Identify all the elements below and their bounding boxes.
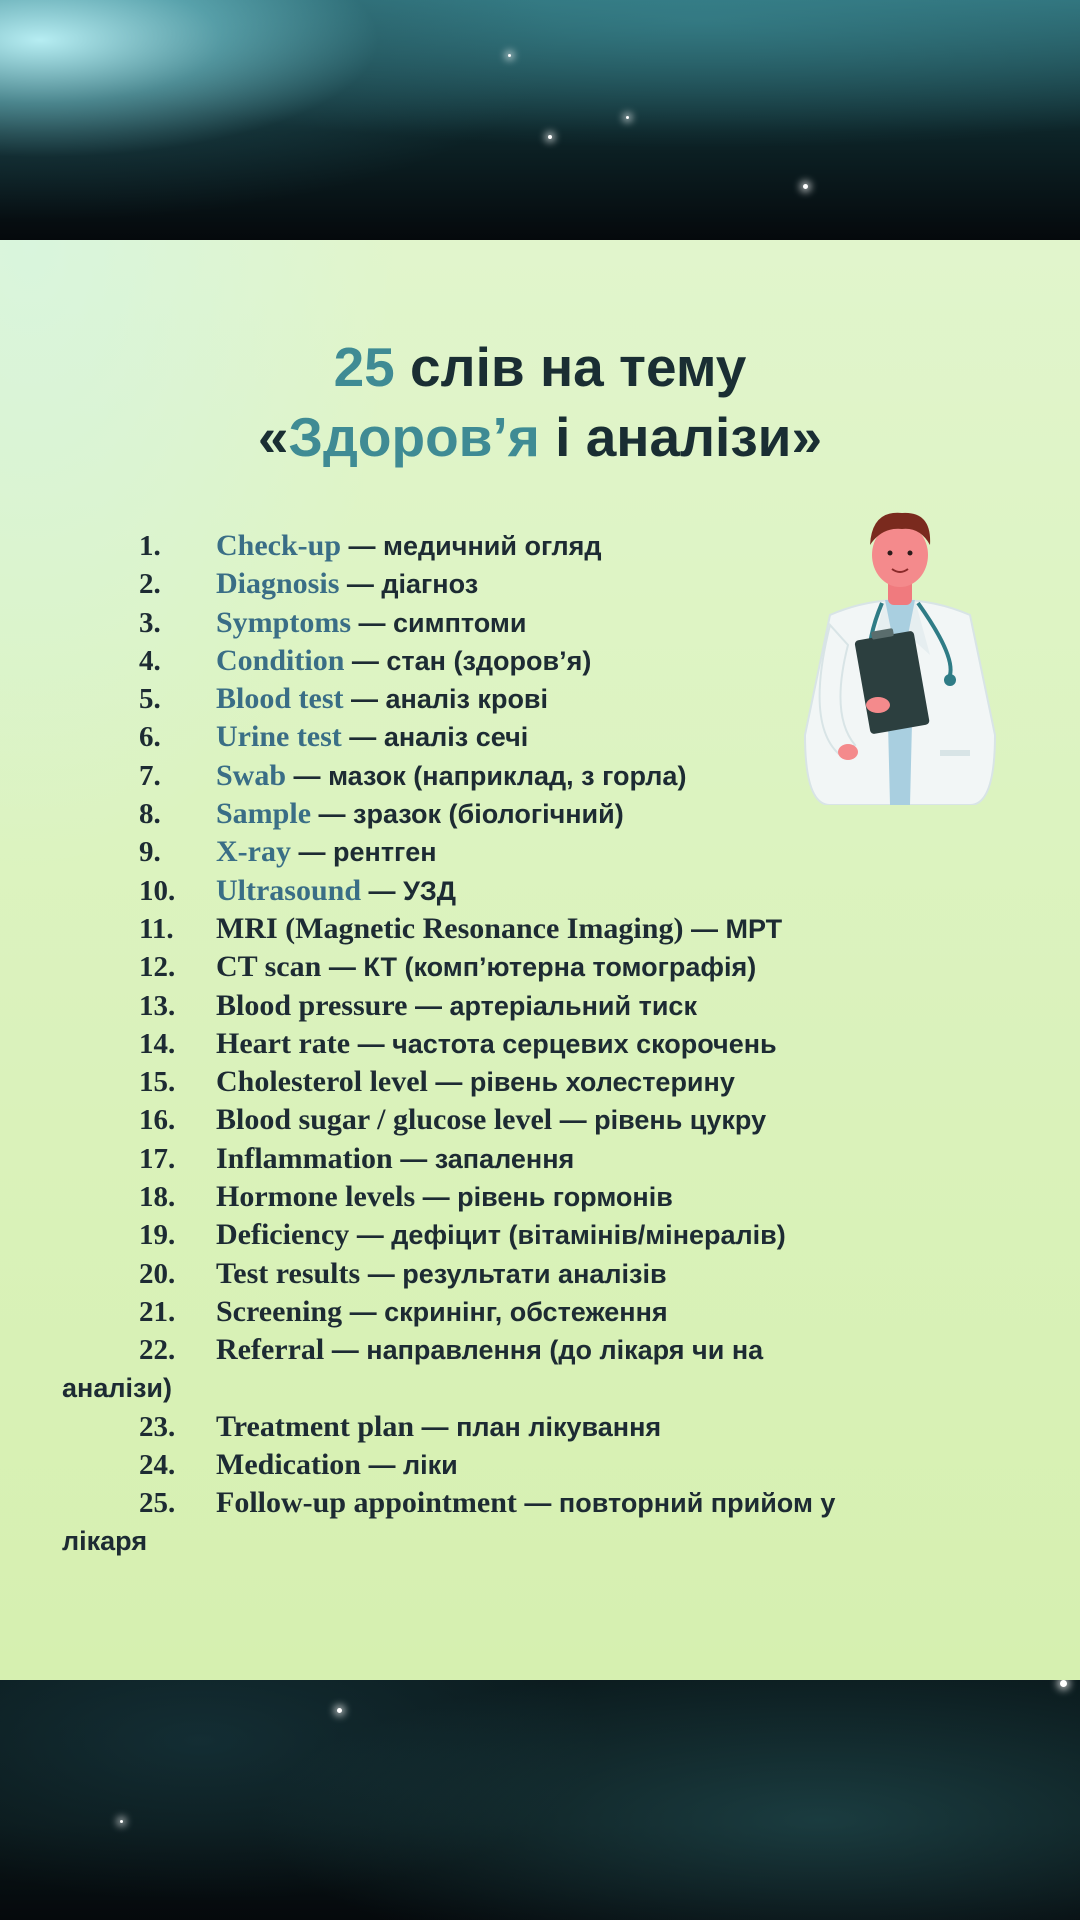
sparkle	[803, 184, 808, 189]
item-term: Condition	[216, 643, 345, 677]
item-dash: —	[321, 952, 364, 983]
sparkle	[120, 1820, 123, 1823]
item-translation: КТ (комп’ютерна томографія)	[363, 952, 757, 983]
item-term: Referral	[216, 1333, 325, 1367]
item-number: 10.	[139, 874, 176, 907]
item-translation: ліки	[403, 1450, 458, 1481]
item-translation: аналіз крові	[385, 684, 549, 715]
item-translation: результати аналізів	[402, 1258, 667, 1289]
item-dash: —	[341, 531, 384, 561]
sparkle	[548, 135, 552, 139]
item-number: 5.	[139, 683, 161, 716]
list-item	[62, 987, 1022, 1025]
item-translation: аналіз сечі	[383, 722, 529, 753]
bottom-background	[0, 1680, 1080, 1920]
item-dash: —	[427, 1067, 470, 1098]
list-item	[62, 1101, 1022, 1139]
item-term: Sample	[216, 797, 312, 831]
item-translation: стан (здоров’я)	[386, 645, 592, 676]
item-term: Treatment plan	[216, 1409, 415, 1443]
item-number: 17.	[139, 1142, 176, 1175]
item-translation: медичний огляд	[383, 531, 602, 561]
title-line2: і аналізи»	[539, 406, 823, 468]
item-dash: —	[683, 913, 726, 944]
item-dash: —	[342, 1296, 385, 1327]
item-dash: —	[324, 1335, 367, 1366]
item-number: 11.	[139, 912, 174, 945]
item-number: 15.	[139, 1066, 176, 1099]
list-item	[62, 1293, 1022, 1331]
item-term: Cholesterol level	[216, 1065, 428, 1099]
item-dash: —	[361, 875, 404, 906]
item-translation: повторний прийом у	[558, 1488, 836, 1519]
list-item	[62, 872, 1022, 910]
title-line1: слів на тему	[394, 336, 747, 398]
item-term: Test results	[216, 1256, 361, 1290]
item-translation: МРТ	[725, 913, 783, 944]
list-item	[62, 795, 1022, 833]
title-open-quote: «	[257, 406, 289, 468]
sparkle	[508, 54, 511, 57]
item-term: Check-up	[216, 529, 342, 562]
item-number: 23.	[139, 1410, 176, 1443]
list-item	[62, 1216, 1022, 1254]
list-item	[62, 757, 1022, 795]
item-translation: артеріальний тиск	[449, 990, 697, 1021]
item-term: Blood test	[216, 682, 344, 716]
item-term: Inflammation	[216, 1141, 393, 1175]
item-translation: рівень цукру	[594, 1105, 767, 1136]
item-term: Follow-up appointment	[216, 1486, 517, 1520]
list-item	[62, 604, 1022, 642]
item-number: 18.	[139, 1181, 176, 1214]
item-number: 22.	[139, 1334, 176, 1367]
vocabulary-card	[0, 240, 1080, 1680]
item-dash: —	[349, 1220, 392, 1251]
item-dash: —	[414, 1411, 457, 1442]
list-item	[62, 642, 1022, 680]
item-term: Heart rate	[216, 1026, 351, 1060]
item-term: Blood pressure	[216, 988, 408, 1022]
item-translation-continued: аналізи)	[62, 1373, 173, 1404]
item-translation: направлення (до лікаря чи на	[366, 1335, 764, 1366]
item-dash: —	[290, 837, 333, 868]
item-translation: план лікування	[456, 1411, 662, 1442]
item-number: 21.	[139, 1295, 176, 1328]
sparkle	[1060, 1680, 1067, 1687]
item-number: 13.	[139, 989, 176, 1022]
item-term: Symptoms	[216, 605, 352, 639]
item-number: 20.	[139, 1257, 176, 1290]
item-term: Diagnosis	[216, 567, 340, 601]
list-item	[62, 910, 1022, 948]
list-item	[62, 680, 1022, 718]
item-term: Ultrasound	[216, 873, 362, 907]
item-number: 16.	[139, 1104, 176, 1137]
item-number: 14.	[139, 1027, 176, 1060]
item-dash: —	[552, 1105, 595, 1136]
item-term: Swab	[216, 758, 287, 792]
list-item	[62, 1408, 1022, 1446]
item-translation: рівень холестерину	[469, 1067, 735, 1098]
item-dash: —	[415, 1182, 458, 1213]
item-term: Blood sugar / glucose level	[216, 1103, 553, 1137]
item-number: 3.	[139, 606, 161, 639]
list-item	[62, 1484, 1022, 1561]
list-item	[62, 1063, 1022, 1101]
item-dash: —	[339, 569, 382, 600]
item-translation: рентген	[333, 837, 437, 868]
item-term: Medication	[216, 1448, 361, 1482]
item-dash: —	[360, 1450, 403, 1481]
vocabulary-list	[62, 527, 1022, 1561]
item-translation: діагноз	[381, 569, 479, 600]
item-translation: УЗД	[403, 875, 457, 906]
list-item	[62, 1178, 1022, 1216]
item-term: Urine test	[216, 720, 342, 754]
list-item	[62, 718, 1022, 756]
item-number: 6.	[139, 721, 161, 754]
item-number: 2.	[139, 568, 161, 601]
item-number: 12.	[139, 951, 176, 984]
item-dash: —	[516, 1488, 559, 1519]
list-item	[62, 948, 1022, 986]
list-item	[62, 565, 1022, 603]
item-translation: частота серцевих скорочень	[392, 1028, 777, 1059]
item-dash: —	[286, 760, 329, 791]
item-number: 8.	[139, 798, 161, 831]
sparkle	[337, 1708, 342, 1713]
item-translation: дефіцит (вітамінів/мінералів)	[391, 1220, 786, 1251]
item-number: 9.	[139, 836, 161, 869]
title-accent: Здоров’я	[288, 406, 540, 468]
sparkle	[626, 116, 629, 119]
item-translation: скринінг, обстеження	[384, 1296, 668, 1327]
item-dash: —	[341, 722, 384, 753]
item-term: Hormone levels	[216, 1180, 416, 1214]
list-item	[62, 1255, 1022, 1293]
item-number: 24.	[139, 1449, 176, 1482]
item-number: 7.	[139, 759, 161, 792]
item-number: 25.	[139, 1487, 176, 1520]
item-term: X-ray	[216, 835, 291, 869]
item-term: MRI (Magnetic Resonance Imaging)	[216, 911, 684, 945]
page-title	[0, 332, 1080, 472]
item-dash: —	[344, 645, 387, 676]
top-background	[0, 0, 1080, 240]
item-term: Deficiency	[216, 1218, 350, 1252]
item-number: 4.	[139, 644, 161, 677]
item-translation: симптоми	[393, 607, 527, 638]
list-item	[62, 1025, 1022, 1063]
list-item	[62, 527, 1022, 565]
item-dash: —	[350, 1028, 393, 1059]
item-dash: —	[407, 990, 450, 1021]
item-translation: зразок (біологічний)	[353, 799, 624, 830]
item-translation-continued: лікаря	[62, 1526, 148, 1557]
list-item	[62, 1140, 1022, 1178]
item-dash: —	[351, 607, 394, 638]
list-item	[62, 1446, 1022, 1484]
item-number: 1.	[139, 530, 161, 562]
list-item	[62, 833, 1022, 871]
title-number: 25	[333, 336, 395, 398]
item-translation: мазок (наприклад, з горла)	[328, 760, 687, 791]
item-dash: —	[343, 684, 386, 715]
item-term: Screening	[216, 1294, 343, 1328]
item-number: 19.	[139, 1219, 176, 1252]
item-translation: запалення	[434, 1143, 575, 1174]
item-dash: —	[311, 799, 354, 830]
item-dash: —	[392, 1143, 435, 1174]
list-item	[62, 1331, 1022, 1408]
item-translation: рівень гормонів	[457, 1182, 673, 1213]
item-dash: —	[360, 1258, 403, 1289]
item-term: CT scan	[216, 950, 322, 984]
